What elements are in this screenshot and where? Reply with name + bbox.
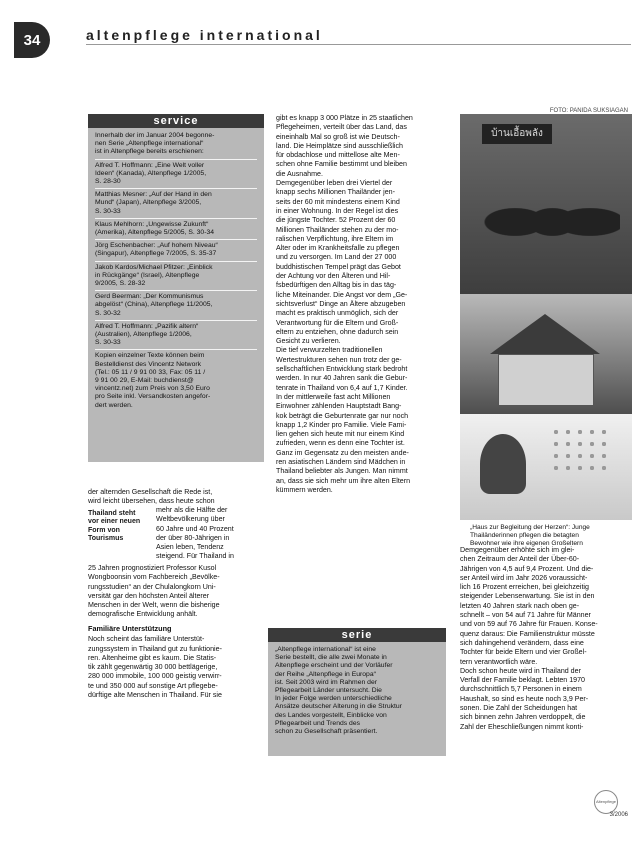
serie-line: schon zu Gesellschaft präsentiert. [275,728,378,736]
flowers [550,426,610,476]
text-line: schen ohne Familie bestimmt und bleiben [276,160,407,169]
text-line: tenrate in Thailand von 6,4 auf 1,7 Kinder. [276,383,408,392]
photo-credit: FOTO: PANIDA SUKSIAGAN [549,108,628,114]
text-line: quenz daraus: Die Familienstruktur müsste [460,629,595,638]
text-line: kok beträgt die Geburtenrate gar nur noch [276,411,409,420]
service-line: in Rückgänge“ (Israel), Altenpflege [95,271,200,279]
text-line: und von 59 auf 76 Jahre für Frauen. Konse- [460,620,598,629]
service-line: vincentz.net) zum Preis von 3,50 Euro [95,385,210,393]
text-line: letzten 40 Jahren stark nach oben ge- [460,601,580,610]
text-line: Einwohner zählenden Hauptstadt Bang- [276,402,402,411]
text-line: Haushalt, so sind es heute noch 3,9 Per- [460,694,589,703]
house-roof [490,314,600,354]
service-line: (Australien), Altenpflege 1/2006, [95,331,192,339]
caption-line: „Haus zur Begleitung der Herzen“: Junge [470,524,590,531]
text-line: Wongboonsin vom Fachbereich „Bevölke- [88,573,220,582]
text-line: Verantwortung für die Eltern und Groß- [276,318,399,327]
serie-line: des Landes vorgestellt, Einblicke von [275,711,387,719]
serie-line: In jeder Folge werden unterschiedliche [275,695,392,703]
text-line: eltern zu entziehen, ohne dadurch sein [276,327,399,336]
serie-line: Altenpflege erscheint und der Vorläufer [275,662,393,670]
text-line: Asien leben, Tendenz [156,543,224,552]
people-silhouettes [470,174,620,254]
separator [95,320,257,321]
text-line: tik zählt gegenwärtig 30 000 bettlägerige, [88,663,218,672]
text-line: wird leicht übersehen, dass heute schon [88,497,215,506]
text-line: steigender Lebenserwartung. Sie ist in den [460,592,595,601]
text-line: Menschen in der Welt, wenn die bisherige [88,601,220,610]
serie-line: Pflegearbeit und Trends des [275,719,361,727]
service-line: Alfred T. Hoffmann: „Eine Welt voller [95,161,205,169]
left-column-bottom [88,624,264,700]
text-line: Pflegeheimen, verteilt über das Land, das [276,123,407,132]
service-line: Klaus Mehlhorn: „Ungewisse Zukunft“ [95,220,209,228]
text-line: sich binnen zehn Jahren verdoppelt, die [460,713,586,722]
text-line: Ganz im Gegensatz zu den meisten ande- [276,448,409,457]
photo-caregiver [460,414,632,520]
serie-box-title: serie [268,628,446,642]
text-line: steigend. Für Thailand in [156,552,234,561]
serie-line: Serie bestellt, die alle zwei Monate in [275,654,387,662]
text-line: In der mittlerweile fast acht Millionen [276,392,391,401]
text-line: knapp sechs Millionen Thailänder jen- [276,188,395,197]
caption-line: Thailänderinnen pflegen die betagten [470,532,579,539]
separator [95,159,257,160]
text-line: in einer Wohnung. In der Regel ist dies [276,206,399,215]
caregiver-figure [480,434,526,494]
service-line: pro Seite inkl. Versandkosten angefor- [95,393,211,401]
text-line: kümmern werden. [276,485,333,494]
serie-line: Ansätze deutscher Alterung in die Struktur [275,703,402,711]
service-line: Mund“ (Japan), Altenpflege 3/2005, [95,199,202,207]
text-line: knapp 1,2 Kinder pro Familie. Viele Fami- [276,420,407,429]
text-line: und zu versorgen. Im Land der 27 000 [276,253,397,262]
text-line: chen Zeitraum der Anteil der Über-60- [460,555,580,564]
text-line: der über 80-Jährigen in [156,533,230,542]
separator [95,261,257,262]
text-line: 25 Jahren prognostiziert Professor Kusol [88,564,217,572]
photo-caption [470,524,630,548]
pullquote-line: vor einer neuen [88,518,141,526]
left-column-full [88,564,264,620]
text-line: seits der 60 mit mindestens einem Kind [276,197,400,206]
service-line: ist in Altenpflege bereits erschienen: [95,148,204,156]
text-line: Alter oder im Krankheitsfalle zu pflegen [276,244,400,253]
service-line: (Tel.: 05 11 / 9 91 00 33, Fax: 05 11 / [95,368,206,376]
service-line: 9/2005, S. 28-32 [95,280,146,288]
text-line: land. Die Heimplätze sind ausschließlich [276,141,403,150]
left-column-top [88,488,264,507]
text-line: dürftige alte Menschen in Thailand. Für sie [88,691,222,700]
service-line: S. 30-32 [95,309,121,317]
house-body [498,354,594,406]
text-line: Zahl der Eheschließungen nimmt konti- [460,722,584,731]
service-line: Jörg Eschenbacher: „Auf hohem Niveau“ [95,242,218,250]
text-line: eineinhalb Mal so groß ist wie Deutsch- [276,132,400,141]
text-line: gibt es knapp 3 000 Plätze in 25 staatlichen [276,114,413,122]
text-line: lich 16 Prozent erreichen, bei gleichzeitig [460,583,589,592]
service-line: Kopien einzelner Texte können beim [95,352,205,360]
service-box-title: service [88,114,264,128]
service-box [88,114,264,462]
text-line: sellschaftlichen Entwicklung stark bedroht [276,365,408,374]
pullquote-line: Form von [88,526,120,534]
left-column-wrap [156,506,264,562]
text-line: zufrieden, wenn es denn eine Tochter ist. [276,439,405,448]
caption-line: Bewohner wie ihre eigenen Großeltern [470,540,583,547]
serie-line: ist. Seit 2003 wird im Rahmen der [275,678,377,686]
text-line: Thailand beliebter als Jungen. Man nimmt [276,467,408,476]
pullquote-line: Thailand steht [88,510,136,517]
service-line: Gerd Beerman: „Der Kommunismus [95,293,204,301]
text-line: rungsstudien“ an der Chulalongkorn Uni- [88,582,216,591]
service-line: Alfred T. Hoffmann: „Pazifik altern“ [95,322,199,330]
text-line: ren. Altenheime gibt es kaum. Die Statis- [88,653,217,662]
text-line: werden. In nur 40 Jahren sank die Gebur- [276,374,408,383]
text-line: Gesicht zu verlieren. [276,337,341,346]
separator [95,239,257,240]
subheading-familiare: Familiäre Unterstützung [88,624,172,633]
service-line: dert werden. [95,401,133,409]
text-line: ser Anteil wird im Jahr 2026 voraussicht- [460,573,588,582]
text-line: sich dahingehend verändern, dass eine [460,638,584,647]
text-line: Wertestrukturen sehen nun trotz der ge- [276,355,402,364]
text-line: Weltbevölkerung über [156,515,225,524]
service-line: S. 30-33 [95,339,121,347]
serie-box-body [268,642,446,740]
serie-line: „Altenpflege international“ ist eine [275,646,376,653]
page-number: 34 [14,22,50,58]
service-line: Jakob Kardos/Michael Pfitzer: „Einblick [95,263,213,271]
text-line: macht es praktisch unmöglich, sich der [276,309,399,318]
service-line: Bestelldienst des Vincentz Network [95,360,202,368]
text-line: tern verantwortlich wäre. [460,657,538,666]
text-line: ren asiatischen Ländern sind Mädchen in [276,457,406,466]
separator [95,188,257,189]
footer-stamp: Altenpflege [594,790,618,814]
text-line: lien gehen sich heute mit nur einem Kind [276,430,405,439]
middle-column [276,114,452,495]
building-sign: บ้านเอื้อพลัง [482,124,552,144]
text-line: te und 350 000 auf sonstige Art pflegebe- [88,681,218,690]
service-box-body [88,128,264,414]
service-line: S. 30-33 [95,207,121,215]
separator [95,349,257,350]
text-line: zungssystem in Thailand gut zu funktionie- [88,644,222,653]
text-line: mehr als die Hälfte der [156,506,228,514]
text-line: Tochter für beide Eltern und vier Großel- [460,648,587,657]
text-line: Demgegenüber leben drei Viertel der [276,179,393,188]
text-line: 60 Jahre und 40 Prozent [156,524,234,533]
text-line: die jüngste Tochter. 52 Prozent der 60 [276,216,396,225]
text-line: an, dass sie sich mehr um ihre alten Eltern [276,476,411,485]
text-line: ralischen Verpflichtung, ihre Eltern im [276,234,394,243]
text-line: durchschnittlich 5,7 Personen in einem [460,685,582,694]
text-line: demografische Entwicklung anhält. [88,610,198,619]
photo-house [460,294,632,414]
header-rule [86,44,631,45]
service-line: abgelöst“ (China), Altenpflege 11/2005, [95,301,213,309]
text-line: sonen. Die Zahl der Scheidungen hat [460,704,578,713]
text-line: Millionen Thailänder stehen zu der mo- [276,225,399,234]
service-line: S. 28-30 [95,178,121,186]
text-line: Jährigen von 4,5 auf 9,4 Prozent. Und die- [460,564,594,573]
text-line: Verfall der Familie beklagt. Lebten 1970 [460,676,586,685]
service-line: Matthias Mesner: „Auf der Hand in den [95,191,212,199]
text-line: Doch schon heute wird in Thailand der [460,666,581,675]
text-line: Noch scheint das familiäre Unterstüt- [88,635,205,644]
service-line: nen Serie „Altenpflege international“ [95,140,204,148]
text-line: schnellt – von 54 auf 71 Jahre für Männer [460,611,591,620]
service-line: Ideen“ (Kanada), Altenpflege 1/2005, [95,169,207,177]
service-line: (Singapur), Altenpflege 7/2005, S. 35-37 [95,250,217,258]
right-column [460,546,632,732]
pullquote [88,510,152,544]
text-line: Die tief verwurzelten traditionellen [276,346,383,355]
photo-group [460,114,632,294]
text-line: der Achtung vor den Älteren und Hil- [276,272,391,281]
magazine-title: altenpflege international [86,27,323,43]
issue-number: 3/2006 [609,812,628,818]
text-line: 280 000 immobile, 100 000 geistig verwirr- [88,672,222,681]
text-line: sichtsverlust“ Dinge an Ältere abzugeben [276,299,406,308]
serie-line: Pflegearbeit Länder untersucht. Die [275,687,382,695]
text-line: Demgegenüber erhöhte sich im glei- [460,546,575,554]
text-line: die Ausnahme. [276,169,323,178]
text-line: der alternden Gesellschaft die Rede ist, [88,488,213,496]
text-line: für obdachlose und mittellose alte Men- [276,151,400,160]
text-line: fsbedürftigen den Alltag bis in das täg- [276,281,397,290]
separator [95,218,257,219]
text-line: liche Miteinander. Die Angst vor dem „Ge- [276,290,408,299]
service-line: Innerhalb der im Januar 2004 begonne- [95,132,215,139]
serie-line: der Reihe „Altenpflege in Europa“ [275,670,376,678]
service-line: 9 91 00 29, E-Mail: buchdienst@ [95,377,194,385]
pullquote-line: Tourismus [88,535,124,543]
separator [95,290,257,291]
service-line: (Amerika), Altenpflege 5/2005, S. 30-34 [95,229,215,237]
serie-box [268,628,446,756]
text-line: buddhistischen Tempel prägt das Gebot [276,262,401,271]
text-line: versität gar den höchsten Anteil älterer [88,591,210,600]
